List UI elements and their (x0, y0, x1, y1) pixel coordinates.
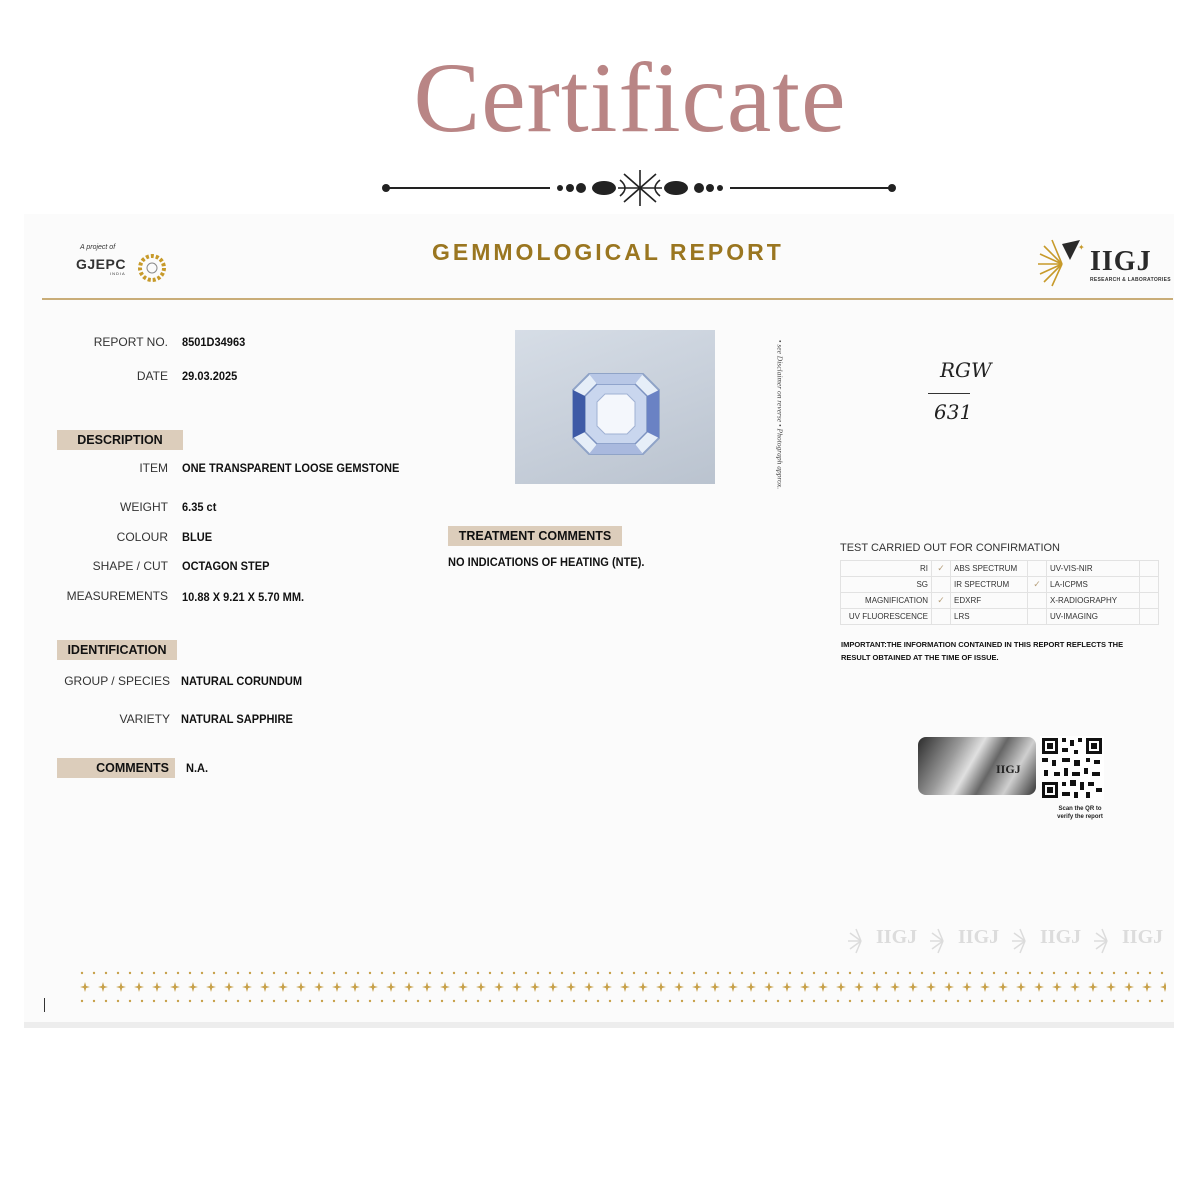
check-icon: ✓ (1028, 577, 1047, 593)
certificate-title: Certificate (413, 42, 847, 153)
star-border-icon (76, 966, 1166, 1008)
gjepc-logo-text: GJEPC (76, 256, 126, 272)
qr-code-icon[interactable] (1040, 736, 1104, 800)
comments-value: N.A. (186, 761, 209, 775)
gjepc-tagline: A project of (80, 244, 116, 251)
iigj-logo-icon (1036, 238, 1088, 288)
gemstone-photo (515, 330, 715, 484)
margin-tick (44, 998, 45, 1012)
test-name: UV-IMAGING (1047, 609, 1140, 625)
tests-title: TEST CARRIED OUT FOR CONFIRMATION (840, 542, 1061, 554)
iigj-watermark-icon (1010, 928, 1040, 954)
date-value: 29.03.2025 (182, 369, 238, 383)
description-tab: DESCRIPTION (57, 430, 183, 450)
check-icon (1140, 561, 1159, 577)
shape-label: SHAPE / CUT (92, 559, 168, 573)
test-name: LRS (951, 609, 1028, 625)
treatment-tab: TREATMENT COMMENTS (448, 526, 622, 546)
variety-value: NATURAL SAPPHIRE (181, 712, 293, 726)
date-label: DATE (136, 369, 168, 383)
test-name: UV FLUORESCENCE (841, 609, 932, 625)
handwritten-rule (928, 393, 970, 394)
important-notice: IMPORTANT:THE INFORMATION CONTAINED IN THIS REPORT REFLECTS THE RESULT OBTAINED AT THE TIME OF ISSUE. (841, 640, 1124, 662)
gjepc-logo-icon (136, 252, 168, 284)
variety-label: VARIETY (119, 712, 170, 726)
weight-value: 6.35 ct (182, 500, 217, 514)
test-name: SG (841, 577, 932, 593)
check-icon (1028, 593, 1047, 609)
report-heading: GEMMOLOGICAL REPORT (432, 239, 784, 265)
test-name: IR SPECTRUM (951, 577, 1028, 593)
tests-table (840, 560, 1159, 625)
check-icon (1028, 561, 1047, 577)
item-label: ITEM (139, 461, 168, 475)
test-name: RI (841, 561, 932, 577)
svg-text:✦: ✦ (1078, 243, 1085, 252)
weight-label: WEIGHT (120, 500, 168, 514)
sheet-edge (24, 1022, 1174, 1028)
iigj-watermark-icon (1092, 928, 1122, 954)
gemstone-icon (515, 330, 715, 484)
iigj-watermark: IIGJ (958, 926, 1000, 948)
check-icon: ✓ (932, 593, 951, 609)
tests-row (841, 577, 1159, 593)
handwritten-number: 631 (934, 400, 973, 424)
check-icon: ✓ (932, 561, 951, 577)
comments-tab: COMMENTS (57, 758, 175, 778)
iigj-subtitle: RESEARCH & LABORATORIES (1090, 277, 1171, 283)
colour-label: COLOUR (116, 530, 168, 544)
photo-disclaimer: • see Disclaimer on reverse • Photograph approx. (775, 339, 785, 490)
report-no-label: REPORT NO. (93, 335, 168, 349)
check-icon (1028, 609, 1047, 625)
qr-caption: Scan the QR to verify the report (1057, 806, 1103, 820)
test-name: LA-ICPMS (1047, 577, 1140, 593)
iigj-watermark-icon (846, 928, 876, 954)
check-icon (932, 609, 951, 625)
check-icon (1140, 577, 1159, 593)
gjepc-country: INDIA (110, 271, 126, 276)
iigj-watermark-icon (928, 928, 958, 954)
hologram-text: IIGJ (996, 762, 1021, 776)
colour-value: BLUE (182, 530, 213, 544)
iigj-watermark: IIGJ (876, 926, 918, 948)
iigj-watermark: IIGJ (1122, 926, 1164, 948)
shape-value: OCTAGON STEP (182, 559, 270, 573)
identification-tab: IDENTIFICATION (57, 640, 177, 660)
check-icon (932, 577, 951, 593)
test-name: ABS SPECTRUM (951, 561, 1028, 577)
header-rule (42, 298, 1173, 300)
tests-row (841, 561, 1159, 577)
handwritten-code: RGW (940, 358, 992, 382)
item-value: ONE TRANSPARENT LOOSE GEMSTONE (182, 461, 400, 475)
treatment-value: NO INDICATIONS OF HEATING (NTE). (448, 555, 645, 569)
test-name: MAGNIFICATION (841, 593, 932, 609)
report-no-value: 8501D34963 (182, 335, 246, 349)
iigj-watermark: IIGJ (1040, 926, 1082, 948)
test-name: EDXRF (951, 593, 1028, 609)
iigj-logo-text: IIGJ (1090, 246, 1152, 277)
tests-row (841, 593, 1159, 609)
group-value: NATURAL CORUNDUM (181, 674, 303, 688)
group-label: GROUP / SPECIES (64, 674, 170, 688)
measurements-label: MEASUREMENTS (66, 589, 168, 603)
ornament-divider-icon (380, 168, 900, 208)
test-name: X-RADIOGRAPHY (1047, 593, 1140, 609)
check-icon (1140, 593, 1159, 609)
check-icon (1140, 609, 1159, 625)
test-name: UV-VIS-NIR (1047, 561, 1140, 577)
tests-row (841, 609, 1159, 625)
measurements-value: 10.88 X 9.21 X 5.70 MM. (182, 590, 305, 604)
